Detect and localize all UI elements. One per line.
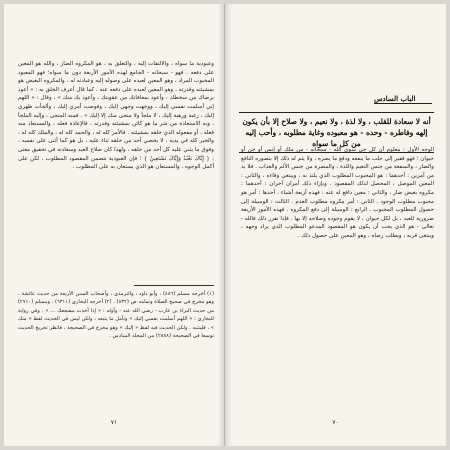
right-page-number: ٧٠ (332, 419, 339, 426)
chapter-heading: أنه لا سعادة للقلب ، ولا لذة ، ولا نعيم ، ولا صلاح إلا بأن يكون إلهه وفاطره - وحده - هو معبوده وغاية مطلوبه ، وأحب إليه من كل ما سواه (239, 112, 434, 153)
chapter-label-text: الباب السادس (374, 94, 416, 103)
footnote-divider (134, 285, 214, 286)
chapter-label (374, 92, 432, 104)
left-page-number: ٧١ (110, 419, 118, 426)
left-page-body: وعبودية ما سواه ، والالتفات إليه ، والتعلق به ، هو المكروه الضار ، والله هو المعين على دفعه . فهو - سبحانه - الجامع لهذه الأمور الأربعة دون ما سواه؛ فهو المعبود المحبوب المراد ، وهو المعين لعبده على وصوله إليه وعبادته له ، والمكروه البغيض هو بمشيئته وقدرته ، وهو المعين لعبده على دفعه عنه . كما قال أعرف الخلق به : « أعوذ برضاك من سخطك ، وأعوذ بمعافاتك من عقوبتك ، وأعوذ بك منك » ، وقال : « اللهم إني أسلمت نفسي إليك ، ووجهت وجهي إليك ، وفوضت أمري إليك ، وألجأت ظهري إليك ، رغبة ورهبة إليك ، لا ملجأ ولا منجى منك إلا إليك » . فمنه المنجى ، وإليه الملجأ ، وبه الاستعاذة من شر ما هو كائن بمشيئته وقدرته ، فالإعاذة فعله ، والمستعاذ منه فعله ، أو مفعوله الذي خلقه بمشيئته . فالأمر كله له ، والحمد كله له ، والملك كله له ، والخير كله في يديه ، لا يحصي أحد من خلقه ثناء عليه ، بل هو كما أثنى على نفسه ، وفوق ما يثني عليه كل أحد من خلقه ، ولهذا كان صلاح العبد وسعادته في تحقيق معنى : { إِيَّاكَ نَعْبُدُ وَإِيَّاكَ نَسْتَعِينُ } ؛ فإن العبودية تتضمن المقصود المطلوب ، لكن على أكمل الوجوه ، والمستعان هو الذي يستعان به على المطلوب . (18, 61, 214, 171)
left-page-footnotes: (١) أخرجه مسلم (٤٨٦) ، وأبو داود ، والترمذي ، وأصحاب السنن الأربعة من حديث عائشة ، وهو مخرج في صحيح الصلاة وتمامه ص (٨٣٢) . (٢) أخرجه البخاري (٦٣١١) ، ومسلم (٢٧١٠) من حديث البراء بن عازب - رضي الله عنه - وأوله : « إذا أخذت مضجعك ... » . وفي رواية للبخاري : « اللهم أسلمت نفسي إليك » وتأمل ما يتبعه ، ولكن ليس في الحديث لفظ « منك » ، فليتنبه . ولكن الحديث فيه لفظ « إليك » وهو مخرج في الصحيحة ، فانظر تخريج الحديث توسعا في الصحيحة (٢٨٨٨) من المجلد السادس . (18, 291, 214, 340)
right-page (225, 4, 446, 446)
left-page (4, 4, 225, 446)
book-spread (4, 4, 446, 446)
right-page-body: الوجه الأول : معلوم أن كل حي سوى الله - سبحانه - من ملك أو إنس أو جن أو حيوان ؛ فهو فقير إلى جلب ما ينفعه ودفع ما يضره ، ولا يتم له ذلك إلا بتصوره النافع والضار ، والمنفعة من جنس النعيم واللذة ، والمضرة من جنس الألم والعذاب . فلا بد من أمرين : أحدهما : هو المحبوب المطلوب الذي يلتذ به ، ويبتغي وقاءه ، والثاني : المعين الموصل ، المحصل لذلك المقصود . وبإزاء ذلك أمران آخران : أحدهما : مكروه بغيض ضار ، والثاني : معين دافع له عنه ، فهذه أربعة أشياء . أحدها : أمر هو محبوب مطلوب الوجود . الثاني : أمر مكروه مطلوب العدم . الثالث : الوسيلة إلى حصول المطلوب المحبوب . الرابع : الوسيلة إلى دفع المكروه . فهذه الأمور الأربعة ضرورية للعبد ، بل لكل حيوان ، لا يقوم وجوده وصلاحه إلا بها . فإذا تقرر ذلك فالله - تعالى - هو الذي يجب أن يكون هو المقصود المدعو المطلوب الذي يراد وجهه ، ويبتغى قربه ، ويطلب رضاه ، وهو المعين على حصول ذلك . (241, 147, 434, 239)
